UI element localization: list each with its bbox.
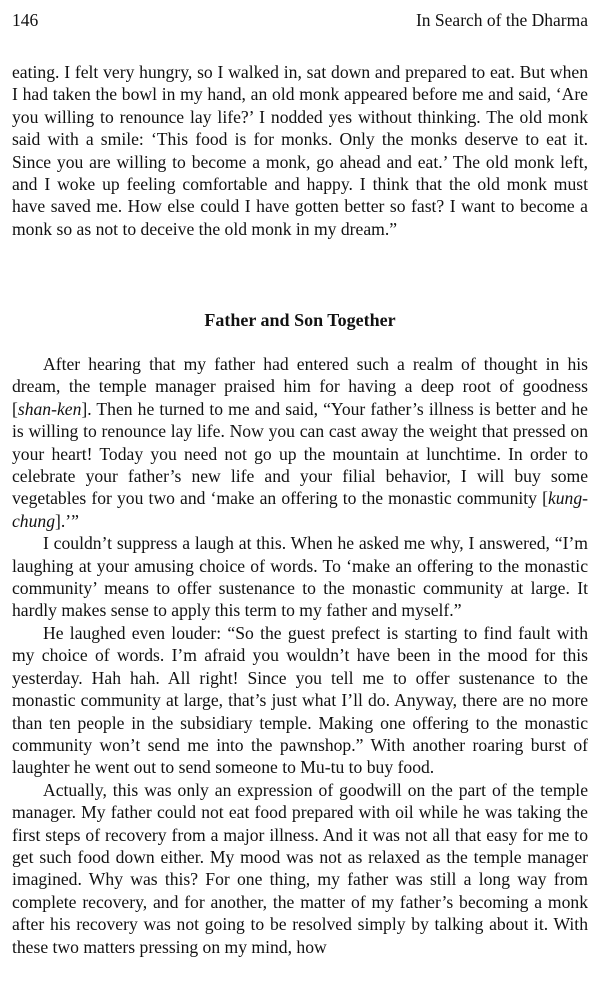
opening-text (12, 61, 588, 240)
paragraph-1 (12, 353, 588, 532)
paragraph-3: He laughed even louder: “So the guest prefect is starting to find fault with my choice of words. I’m afraid you wouldn’t have been in the mood for this yesterday. Hah hah. All right! Since you tell me to offer sustenance to the monastic community at large, that’s just what I’ll do. Anyway, there are no more than ten people in the subsidiary temple. Making one offering to the monastic community won’t send me into the pawnshop.” With another roaring burst of laughter he went out to send someone to Mu-tu to buy food. (12, 622, 588, 778)
paragraph-4: Actually, this was only an expression of goodwill on the part of the temple manager. My father could not eat food prepared with oil while he was taking the first steps of recovery from a major illness. And it was not all that easy for me to get such food down either. My mood was not as relaxed as the temple manager imagined. Why was this? For one thing, my father was still a long way from complete recovery, and for another, the matter of my father’s becoming a monk after his recovery was not going to be resolved simply by talking about it. With these two matters pressing on my mind, how (12, 779, 588, 957)
running-head (12, 8, 588, 32)
page-number: 146 (12, 10, 39, 30)
paragraph-1-part-a: After hearing that my father had entered such a realm of thought in his dream, the temple manager praised him for having a deep root of goodness [ (12, 354, 588, 419)
paragraph-1-part-c: ].’” (55, 510, 79, 531)
term-shan-ken: shan-ken (17, 398, 82, 419)
term-kung-chung: kung-chung (12, 488, 588, 531)
section-body (12, 353, 588, 958)
section-heading: Father and Son Together (204, 310, 396, 330)
paragraph-2: I couldn’t suppress a laugh at this. When he asked me why, I answered, “I’m laughing at your amusing choice of words. To ‘make an offering to the monastic community’ means to offer sustenance to the monastic community at large. It hardly makes sense to apply this term to my father and myself.” (12, 533, 588, 621)
running-title: In Search of the Dharma (415, 10, 588, 30)
paragraph-1-part-b: ]. Then he turned to me and said, “Your father’s illness is better and he is willing to renounce lay life. Now you can cast away the weight that pressed on your heart! Today you need not go up the mountain at lunchtime. In order to celebrate your father’s new life and your filial behavior, I will buy some vegetables for you two and ‘make an offering to the monastic community [ (12, 398, 588, 509)
opening-paragraph: eating. I felt very hungry, so I walked in, sat down and prepared to eat. But when I had taken the bowl in my hand, an old monk appeared before me and said, ‘Are you willing to renounce lay life?’ I nodded yes without thinking. The old monk said with a smile: ‘This food is for monks. Only the monks deserve to eat it. Since you are willing to become a monk, go ahead and eat.’ The old monk left, and I woke up feeling comfortable and happy. I think that the old monk must have saved me. How else could I have gotten better so fast? I want to become a monk so as not to deceive the old monk in my dream.” (12, 62, 588, 239)
